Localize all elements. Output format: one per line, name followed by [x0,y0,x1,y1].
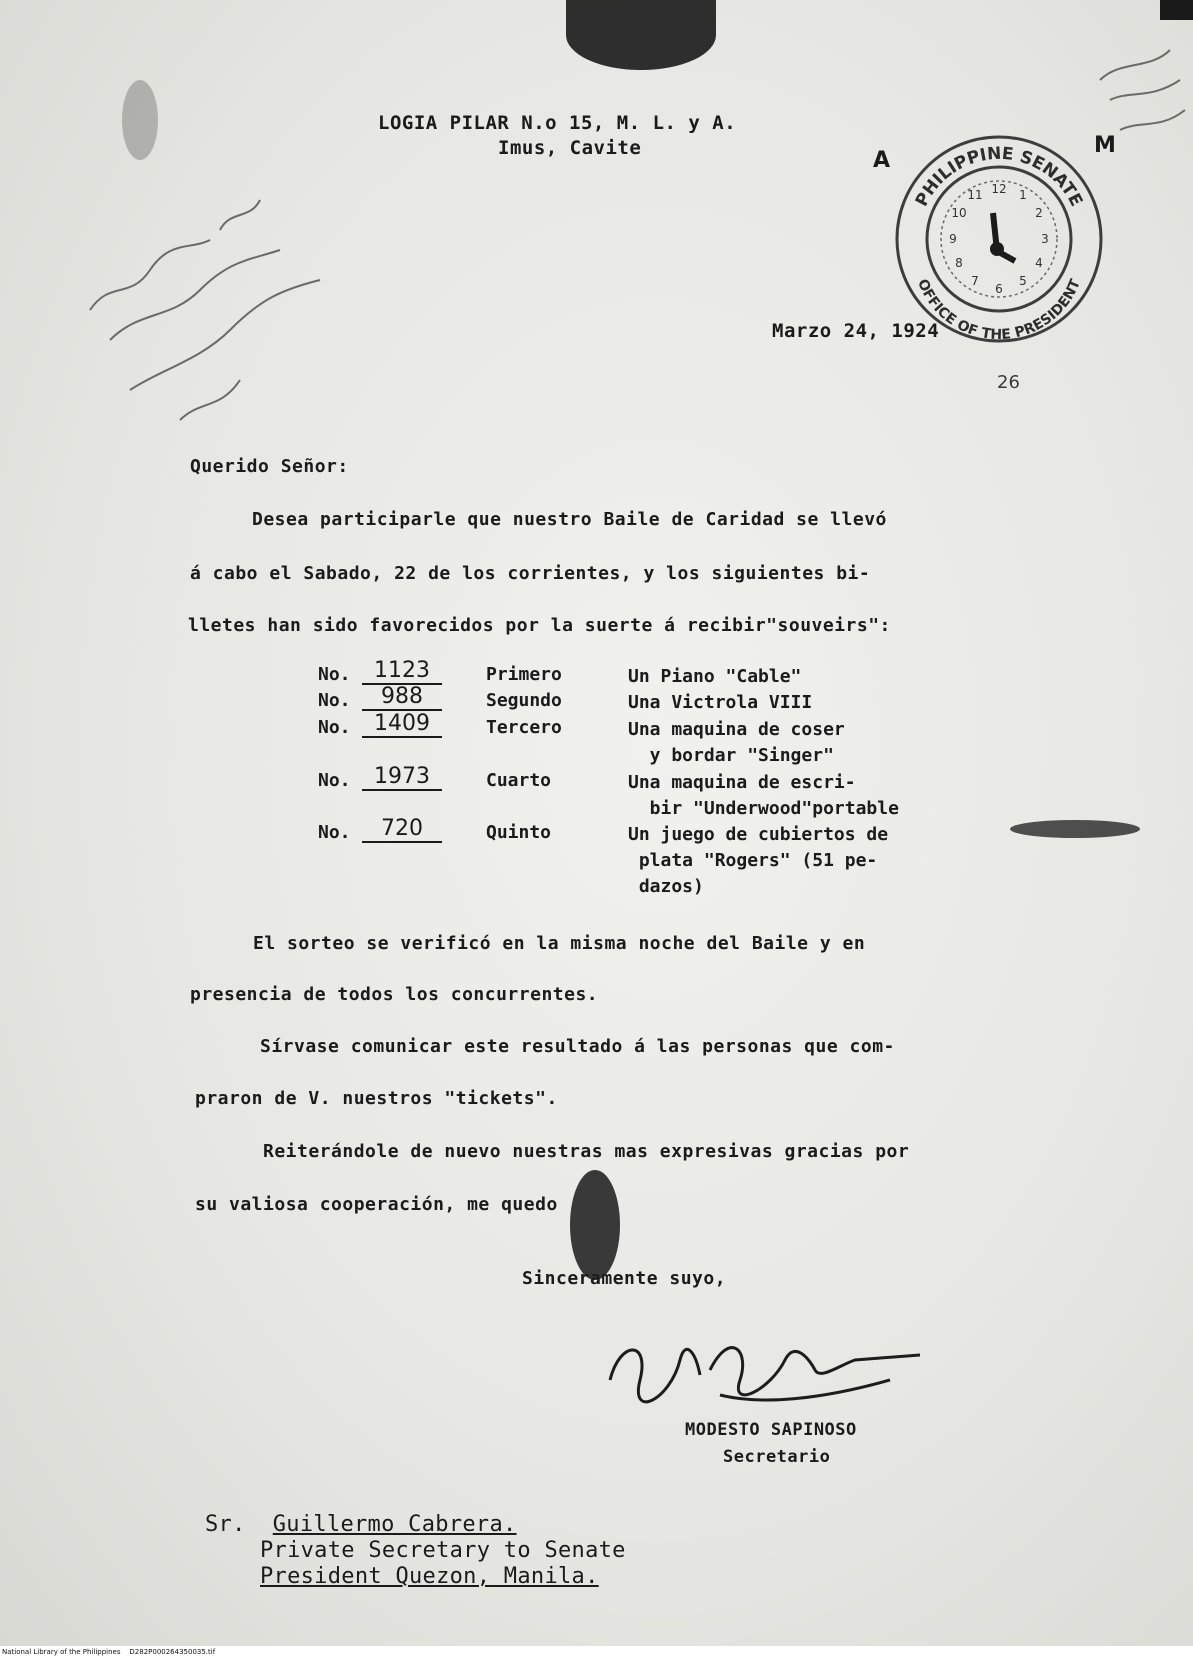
paragraph4-line2: su valiosa cooperación, me quedo [195,1194,558,1215]
margin-handwriting [70,190,370,430]
prize-place: Primero [486,664,562,685]
handwritten-signature [600,1320,930,1420]
stamp-ring-text: PHILIPPINE SENATE [911,143,1087,210]
burn-mark-top [566,0,716,70]
recipient-name: Guillermo Cabrera. [272,1512,517,1537]
svg-text:12: 12 [991,182,1007,196]
burn-mark-top-right-corner [1160,0,1193,20]
signer-name: MODESTO SAPINOSO [685,1420,857,1440]
prize-ticket-number: 1409 [362,711,442,738]
svg-text:9: 9 [949,232,957,246]
salutation: Querido Señor: [190,456,349,477]
stamp-pm-label: M [1094,133,1116,158]
letterhead-location: Imus, Cavite [498,137,642,159]
svg-text:6: 6 [995,282,1003,296]
prize-place: Quinto [486,822,552,843]
prize-ticket-number: 720 [362,816,442,843]
prize-ticket-number: 1123 [362,658,442,685]
prize-no-label: No. [318,770,351,791]
svg-text:2: 2 [1035,206,1043,220]
svg-text:8: 8 [955,256,963,270]
signer-title: Secretario [723,1447,831,1467]
paragraph3-line2: praron de V. nuestros "tickets". [195,1088,558,1109]
letterhead-lodge-name: LOGIA PILAR N.o 15, M. L. y A. [378,112,737,134]
paragraph1-line1: Desea participarle que nuestro Baile de Caridad se llevó [252,509,887,530]
recipient-prefix: Sr. [205,1512,246,1537]
prize-ticket-number: 988 [362,684,442,711]
svg-text:4: 4 [1035,256,1043,270]
prize-item: Una Victrola VIII [628,692,813,713]
svg-text:3: 3 [1041,232,1049,246]
paragraph2-line2: presencia de todos los concurrentes. [190,984,599,1005]
prize-no-label: No. [318,822,351,843]
margin-number: 26 [997,372,1020,393]
prize-place: Segundo [486,690,562,711]
letter-date: Marzo 24, 1924 [772,320,940,342]
svg-text:11: 11 [967,188,983,202]
prize-place: Tercero [486,717,562,738]
prize-item: Un Piano "Cable" [628,666,802,687]
recipient-line1 [205,1512,517,1537]
prize-item: Una maquina de coser y bordar "Singer" [628,719,845,766]
burn-mark-right [1010,820,1140,838]
stamp-am-label: A [873,148,891,173]
svg-text:1: 1 [1019,188,1027,202]
prize-no-label: No. [318,690,351,711]
burn-mark-center [570,1170,620,1280]
archive-footer: National Library of the Philippines D282P000264350035.tif [0,1646,1193,1658]
prize-ticket-number: 1973 [362,764,442,791]
prize-place: Cuarto [486,770,552,791]
burn-mark-left [122,80,158,160]
prize-item: Una maquina de escri- bir "Underwood"portable [628,772,899,819]
svg-text:10: 10 [951,206,967,220]
closing: Sinceramente suyo, [522,1268,727,1289]
stamp-ring-text-bottom: OFFICE OF THE PRESIDENT [914,276,1084,344]
recipient-line2: Private Secretary to Senate [260,1538,626,1563]
svg-text:5: 5 [1019,274,1027,288]
senate-received-stamp [893,133,1105,345]
paragraph2-line1: El sorteo se verificó en la misma noche del Baile y en [253,933,866,954]
prize-no-label: No. [318,717,351,738]
prize-item: Un juego de cubiertos de plata "Rogers" (51 pe- dazos) [628,824,889,897]
recipient-line3: President Quezon, Manila. [260,1564,599,1589]
prize-no-label: No. [318,664,351,685]
paragraph1-line2: á cabo el Sabado, 22 de los corrientes, y los siguientes bi- [190,563,871,584]
paragraph4-line1: Reiterándole de nuevo nuestras mas expresivas gracias por [263,1141,910,1162]
paragraph3-line1: Sírvase comunicar este resultado á las personas que com- [260,1036,895,1057]
paragraph1-line3: lletes han sido favorecidos por la suerte á recibir"souveirs": [188,615,891,636]
svg-text:7: 7 [971,274,979,288]
